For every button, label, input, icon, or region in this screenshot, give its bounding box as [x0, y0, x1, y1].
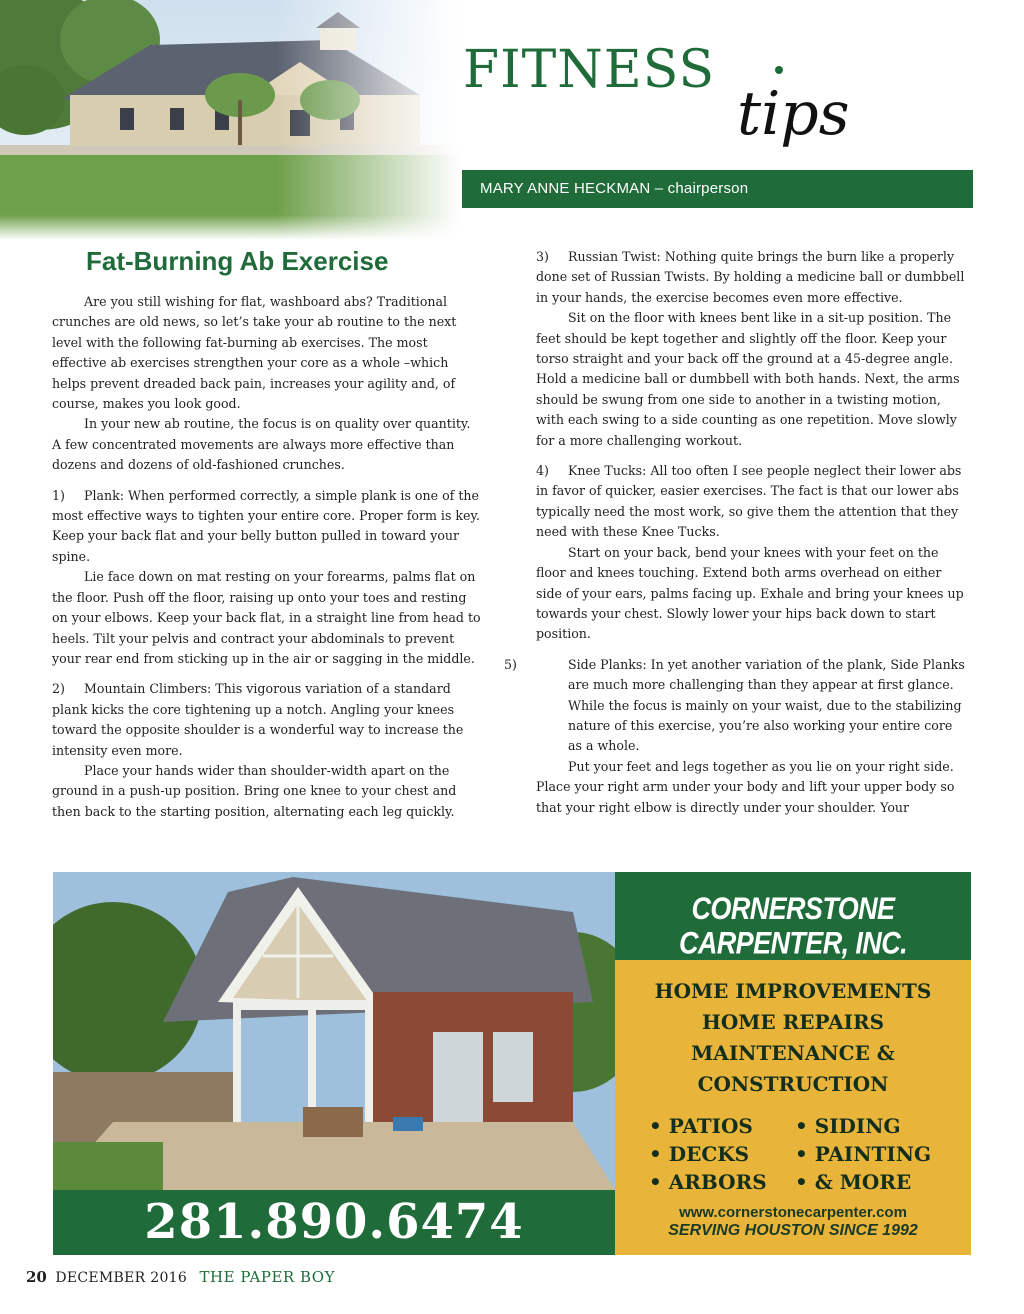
- service-line: MAINTENANCE &: [691, 1041, 895, 1065]
- company-name: CORNERSTONE CARPENTER, INC.: [678, 891, 907, 961]
- ad-services-panel: [615, 960, 971, 1255]
- issue-date: DECEMBER 2016: [55, 1270, 188, 1286]
- intro-paragraph: Are you still wishing for flat, washboard abs? Traditional crunches are old news, so let’s take your ab routine to the next level with the following fat-burning ab exercises. The most effective ab exercises strengthen your core as a whole –which helps prevent dreaded back pain, increases your agility and, of course, makes you look good.: [52, 294, 457, 412]
- service-line: HOME REPAIRS: [701, 1010, 885, 1034]
- exercise-number: 5): [504, 656, 517, 672]
- exercise-detail: Place your hands wider than shoulder-width apart on the ground in a push-up position. Bring one knee to your chest and then back to the starting position, alternating each leg quickly.: [52, 762, 457, 819]
- exercise-lead: [536, 461, 968, 543]
- exercise-lead-text: Mountain Climbers: This vigorous variation of a standard plank kicks the core tightening up a notch. Angling your knees toward the opposite shoulder is a wonderful way to increase the intensity even more.: [52, 681, 464, 758]
- exercise-lead: [52, 679, 482, 761]
- bullet-item: • & MORE: [795, 1170, 912, 1194]
- byline-text: MARY ANNE HECKMAN – chairperson: [480, 180, 749, 197]
- exercise-lead-text: Side Planks: In yet another variation of the plank, Side Planks are much more challenging than they appear at first glance. While the focus is mainly on your waist, due to the stabilizing nature of this exercise, you’re also working your entire core as a whole.: [568, 656, 965, 754]
- exercise-number: 1): [52, 487, 65, 503]
- title-dot: [775, 66, 783, 74]
- exercise-number: 4): [536, 463, 549, 479]
- exercise-detail: Sit on the floor with knees bent like in a sit-up position. The feet should be kept together and slightly off the floor. Keep your torso straight and your back off the ground at a 45-degree angle. Hold a medicine ball or dumbbell with both hands. Next, the arms should be swung from one side to another in a twisting motion, with each swing to a side counting as one repetition. Move slowly for a more challenging workout.: [536, 310, 960, 448]
- bullet-item: • PAINTING: [795, 1142, 932, 1166]
- ad-photo: [53, 872, 615, 1190]
- exercise-number: 3): [536, 249, 549, 264]
- byline-bar: [462, 170, 973, 208]
- exercise-number: 2): [52, 681, 65, 697]
- service-line: HOME IMPROVEMENTS: [654, 979, 932, 1003]
- ad-header: [615, 872, 971, 960]
- title-main: FITNESS: [463, 40, 716, 100]
- phone-number: 281.890.6474: [144, 1194, 524, 1250]
- exercise-lead-text: Plank: When performed correctly, a simple plank is one of the most effective ways to tighten your entire core. Proper form is key. Keep your back flat and your belly button pulled in toward your spine.: [52, 487, 480, 564]
- section-title: [463, 40, 883, 165]
- article-column-left: [52, 243, 482, 822]
- bullet-item: • PATIOS: [649, 1114, 753, 1138]
- header-photo: [0, 0, 460, 240]
- exercise-detail: Start on your back, bend your knees with your feet on the floor and knees touching. Extend both arms overhead on either side of your ears, palms facing up. Exhale and bring your knees up towards your chest. Slowly lower your hips back down to start position.: [536, 544, 964, 642]
- article-column-right: [504, 243, 968, 818]
- exercise-lead-text: Knee Tucks: All too often I see people neglect their lower abs in favor of quicker, easier exercises. The fact is that our lower abs typically need the most work, so give them the attention that they need with these Knee Tucks.: [536, 463, 962, 540]
- exercise-lead-text: Russian Twist: Nothing quite brings the burn like a properly done set of Russian Twists. By holding a medicine ball or dumbbell in your hands, the exercise becomes even more effective.: [536, 249, 965, 305]
- exercise-lead: [52, 486, 482, 568]
- website-link[interactable]: www.cornerstonecarpenter.com: [679, 1204, 907, 1221]
- article-title: Fat-Burning Ab Exercise: [86, 246, 389, 276]
- exercise-lead: [504, 655, 968, 757]
- intro-paragraph: In your new ab routine, the focus is on quality over quantity. A few concentrated movements are always more effective than dozens and dozens of old-fashioned crunches.: [52, 416, 471, 473]
- publication-name: THE PAPER BOY: [199, 1268, 335, 1286]
- service-line: CONSTRUCTION: [697, 1072, 889, 1096]
- exercise-detail: Lie face down on mat resting on your forearms, palms flat on the floor. Push off the floor, raising up onto your toes and resting on your elbows. Keep your back flat, in a straight line from head to heels. Tilt your pelvis and contract your abdominals to prevent your rear end from sticking up in the air or sagging in the middle.: [52, 569, 481, 666]
- exercise-lead: [536, 247, 968, 308]
- bullet-item: • DECKS: [649, 1142, 750, 1166]
- bullet-item: • SIDING: [795, 1114, 901, 1138]
- services-list: [615, 976, 971, 1100]
- page-number: 20: [26, 1268, 47, 1286]
- bullet-item: • ARBORS: [649, 1170, 767, 1194]
- building-illustration: [0, 0, 460, 240]
- exercise-detail: Put your feet and legs together as you lie on your right side. Place your right arm under your body and lift your upper body so that your right elbow is directly under your shoulder. Your: [536, 758, 955, 815]
- serving-since: SERVING HOUSTON SINCE 1992: [668, 1222, 918, 1239]
- page-footer: [26, 1268, 335, 1292]
- patio-illustration: [53, 872, 615, 1190]
- advertisement: [53, 872, 971, 1255]
- title-sub: tips: [737, 79, 850, 149]
